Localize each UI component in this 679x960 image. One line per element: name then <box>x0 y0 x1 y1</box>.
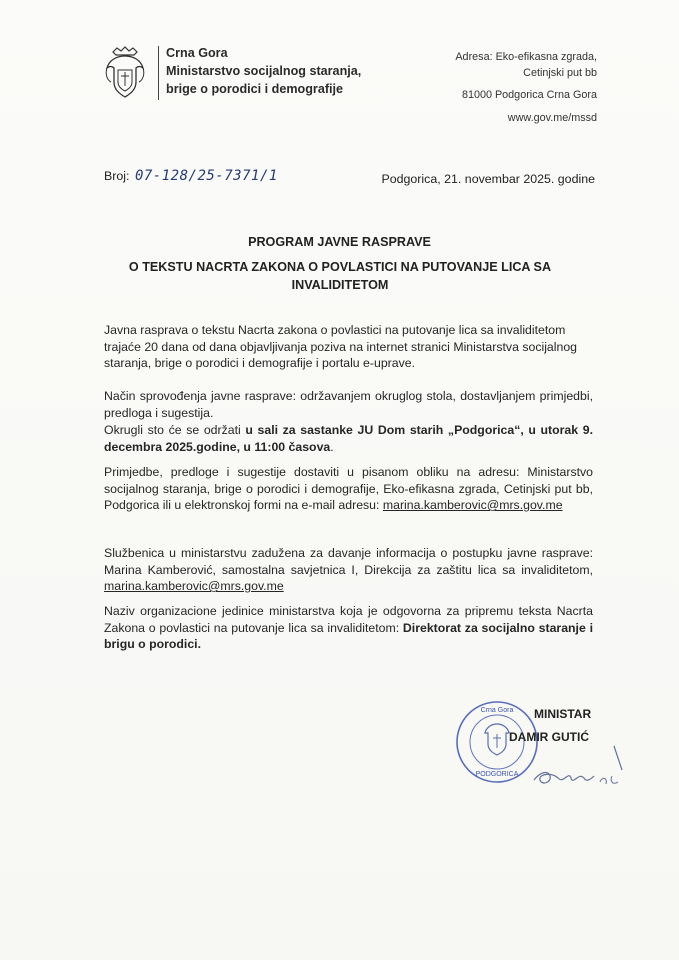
ministry-name-block <box>166 44 361 98</box>
roundtable-intro: Okrugli sto će se održati <box>104 423 241 437</box>
contact-email-link[interactable]: marina.kamberovic@mrs.gov.me <box>104 579 284 594</box>
signatory-title: MINISTAR <box>534 707 592 721</box>
handwritten-signature-icon <box>528 742 628 800</box>
submission-text: Primjedbe, predloge i sugestije dostaviti u pisanom obliku na adresu: Ministarstvo socijalnog staranja, brige o porodici i demografije, Eko-efikasna zgrada, Cetinjski put bb, Podgorica ili u elektronskoj formi na e-mail adresu: <box>104 465 593 513</box>
reference-label: Broj: <box>104 169 130 183</box>
country-name: Crna Gora <box>166 46 228 60</box>
coat-of-arms-icon <box>103 46 147 100</box>
paragraph-responsible-unit <box>104 603 593 653</box>
document-subtitle: O TEKSTU NACRTA ZAKONA O POVLASTICI NA PUTOVANJE LICA SA INVALIDITETOM <box>128 260 552 292</box>
paragraph-contact <box>104 545 593 595</box>
responsible-unit-text: Naziv organizacione jedinice ministarstva koja je odgovorna za pripremu teksta Nacrta Zakona o povlastici na putovanje lica sa invaliditetom: <box>104 604 593 635</box>
paragraph-roundtable <box>104 422 593 455</box>
roundtable-end: . <box>330 439 334 454</box>
address-line2: Cetinjski put bb <box>523 66 597 79</box>
stamp-city: PODGORICA <box>475 771 519 778</box>
roundtable-details: u sali za sastanke JU Dom starih „Podgorica“, u utorak 9. decembra 2025.godine, u 11:00 časova <box>104 423 593 454</box>
address-block <box>455 50 597 126</box>
paragraph-duration: Javna rasprava o tekstu Nacrta zakona o povlastici na putovanje lica sa invaliditetom trajaće 20 dana od dana objavljivanja poziva na internet stranici Ministarstva socijalnog staranja, brige o porodici i demografije i portalu e-uprave. <box>104 323 578 371</box>
document-title: PROGRAM JAVNE RASPRAVE <box>248 235 431 249</box>
place-date: Podgorica, 21. novembar 2025. godine <box>381 172 595 186</box>
submission-email-link[interactable]: marina.kamberovic@mrs.gov.me <box>382 498 563 513</box>
paragraph-submission <box>104 464 593 514</box>
stamp-country: Crna Gora <box>480 707 514 714</box>
address-line3: 81000 Podgorica Crna Gora <box>461 89 597 101</box>
responsible-unit-name: Direktorat za socijalno staranje i brigu o porodici. <box>104 620 594 652</box>
reference-number <box>104 168 278 184</box>
contact-text: Službenica u ministarstvu zadužena za davanje informacija o postupku javne rasprave: Marina Kamberović, samostalna savjetnica I, Direkcija za zaštitu lica sa invaliditetom, <box>104 546 593 577</box>
header-divider <box>158 46 159 100</box>
ministry-name-line2: brige o porodici i demografije <box>166 82 344 96</box>
website-link[interactable]: www.gov.me/mssd <box>507 111 597 124</box>
signatory-name: DAMIR GUTIĆ <box>509 730 589 744</box>
paragraph-method: Način sprovođenja javne rasprave: održavanjem okruglog stola, dostavljanjem primjedbi, predloga i sugestija. <box>104 389 593 420</box>
handwritten-reference: 07-128/25-7371/1 <box>134 168 278 184</box>
ministry-name-line1: Ministarstvo socijalnog staranja, <box>166 64 362 78</box>
address-line1: Adresa: Eko-efikasna zgrada, <box>455 51 597 63</box>
